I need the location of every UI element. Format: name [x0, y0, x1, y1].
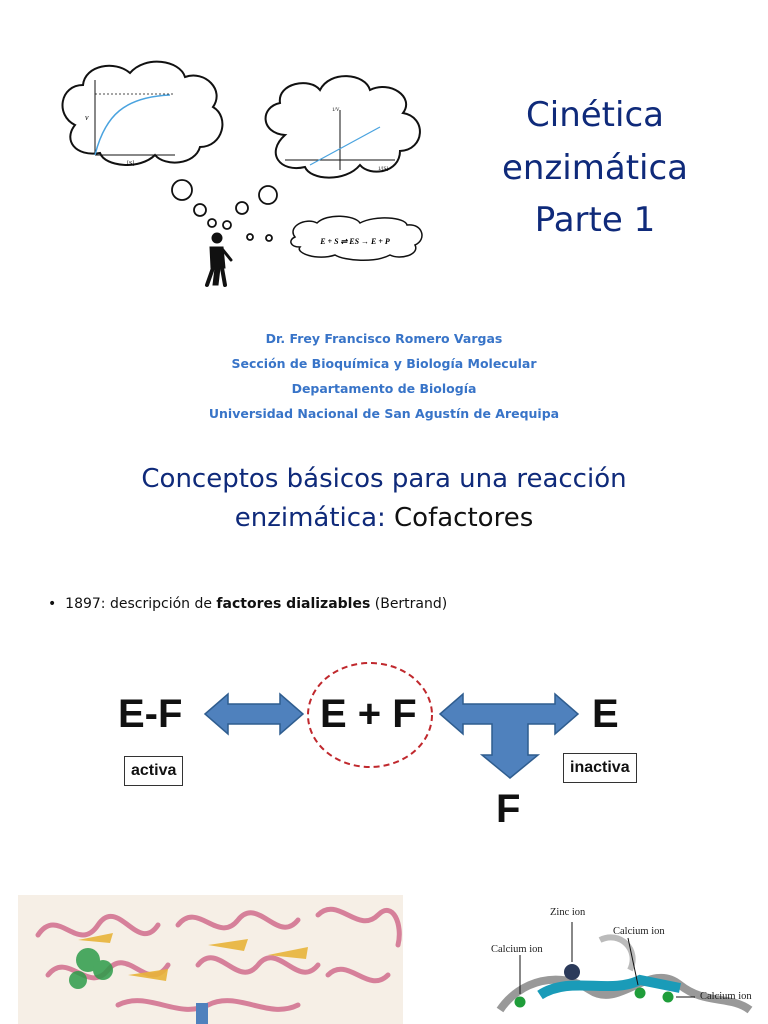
plot1-y-label: v [85, 113, 89, 122]
bullet-1897: • 1897: descripción de factores dializables (Bertrand) [48, 596, 448, 612]
university-name: Universidad Nacional de San Agustín de Arequipa [208, 406, 560, 421]
slide2-heading-line2 [0, 503, 768, 533]
thinking-person-icon [207, 233, 231, 285]
bullet-bold: factores dializables [216, 596, 371, 612]
thought-dots [172, 180, 277, 241]
zinc-calcium-protein-image [480, 900, 768, 1024]
author-name: Dr. Frey Francisco Romero Vargas [265, 331, 503, 346]
e-plus-f: E + F [320, 692, 417, 736]
calcium-ion-label-a: Calcium ion [491, 944, 543, 955]
equation-cloud [291, 216, 422, 260]
michaelis-menten-cloud [63, 62, 223, 167]
plot2-x-label: 1/[S] [378, 167, 388, 172]
bullet-suffix: (Bertrand) [374, 596, 448, 612]
free-enzyme: E [592, 692, 619, 736]
section-name: Sección de Bioquímica y Biología Molecular [231, 356, 537, 371]
lineweaver-burk-cloud [266, 76, 420, 178]
label-activa: activa [124, 756, 183, 786]
free-cofactor: F [496, 787, 521, 831]
slide2-heading-line1: Conceptos básicos para una reacción [141, 464, 627, 494]
title-line-2: enzimática [501, 148, 689, 188]
thought-bubble-illustration [55, 55, 435, 295]
zinc-ion-label: Zinc ion [550, 907, 586, 918]
ef-complex: E-F [118, 692, 183, 736]
title-line-1: Cinética [526, 95, 664, 135]
label-inactiva: inactiva [563, 753, 637, 783]
heading-accent: Cofactores [394, 503, 534, 533]
plot2-y-label: 1/V [332, 108, 340, 113]
heading-prefix: enzimática: [234, 503, 386, 533]
double-arrow-left [205, 694, 303, 734]
department-name: Departamento de Biología [291, 381, 477, 396]
plot1-x-label: [S] [127, 161, 135, 167]
bullet-prefix: 1897: descripción de [65, 596, 212, 612]
title-line-3: Parte 1 [534, 200, 656, 240]
calcium-ion-label-b: Calcium ion [613, 926, 665, 937]
protein-structure-image [18, 895, 403, 1024]
cofactor-diagram-arrows [0, 650, 768, 850]
reaction-equation: E + S ⇌ ES → E + P [320, 237, 390, 246]
t-arrow-right [440, 694, 578, 778]
calcium-ion-label-c: Calcium ion [700, 991, 752, 1002]
